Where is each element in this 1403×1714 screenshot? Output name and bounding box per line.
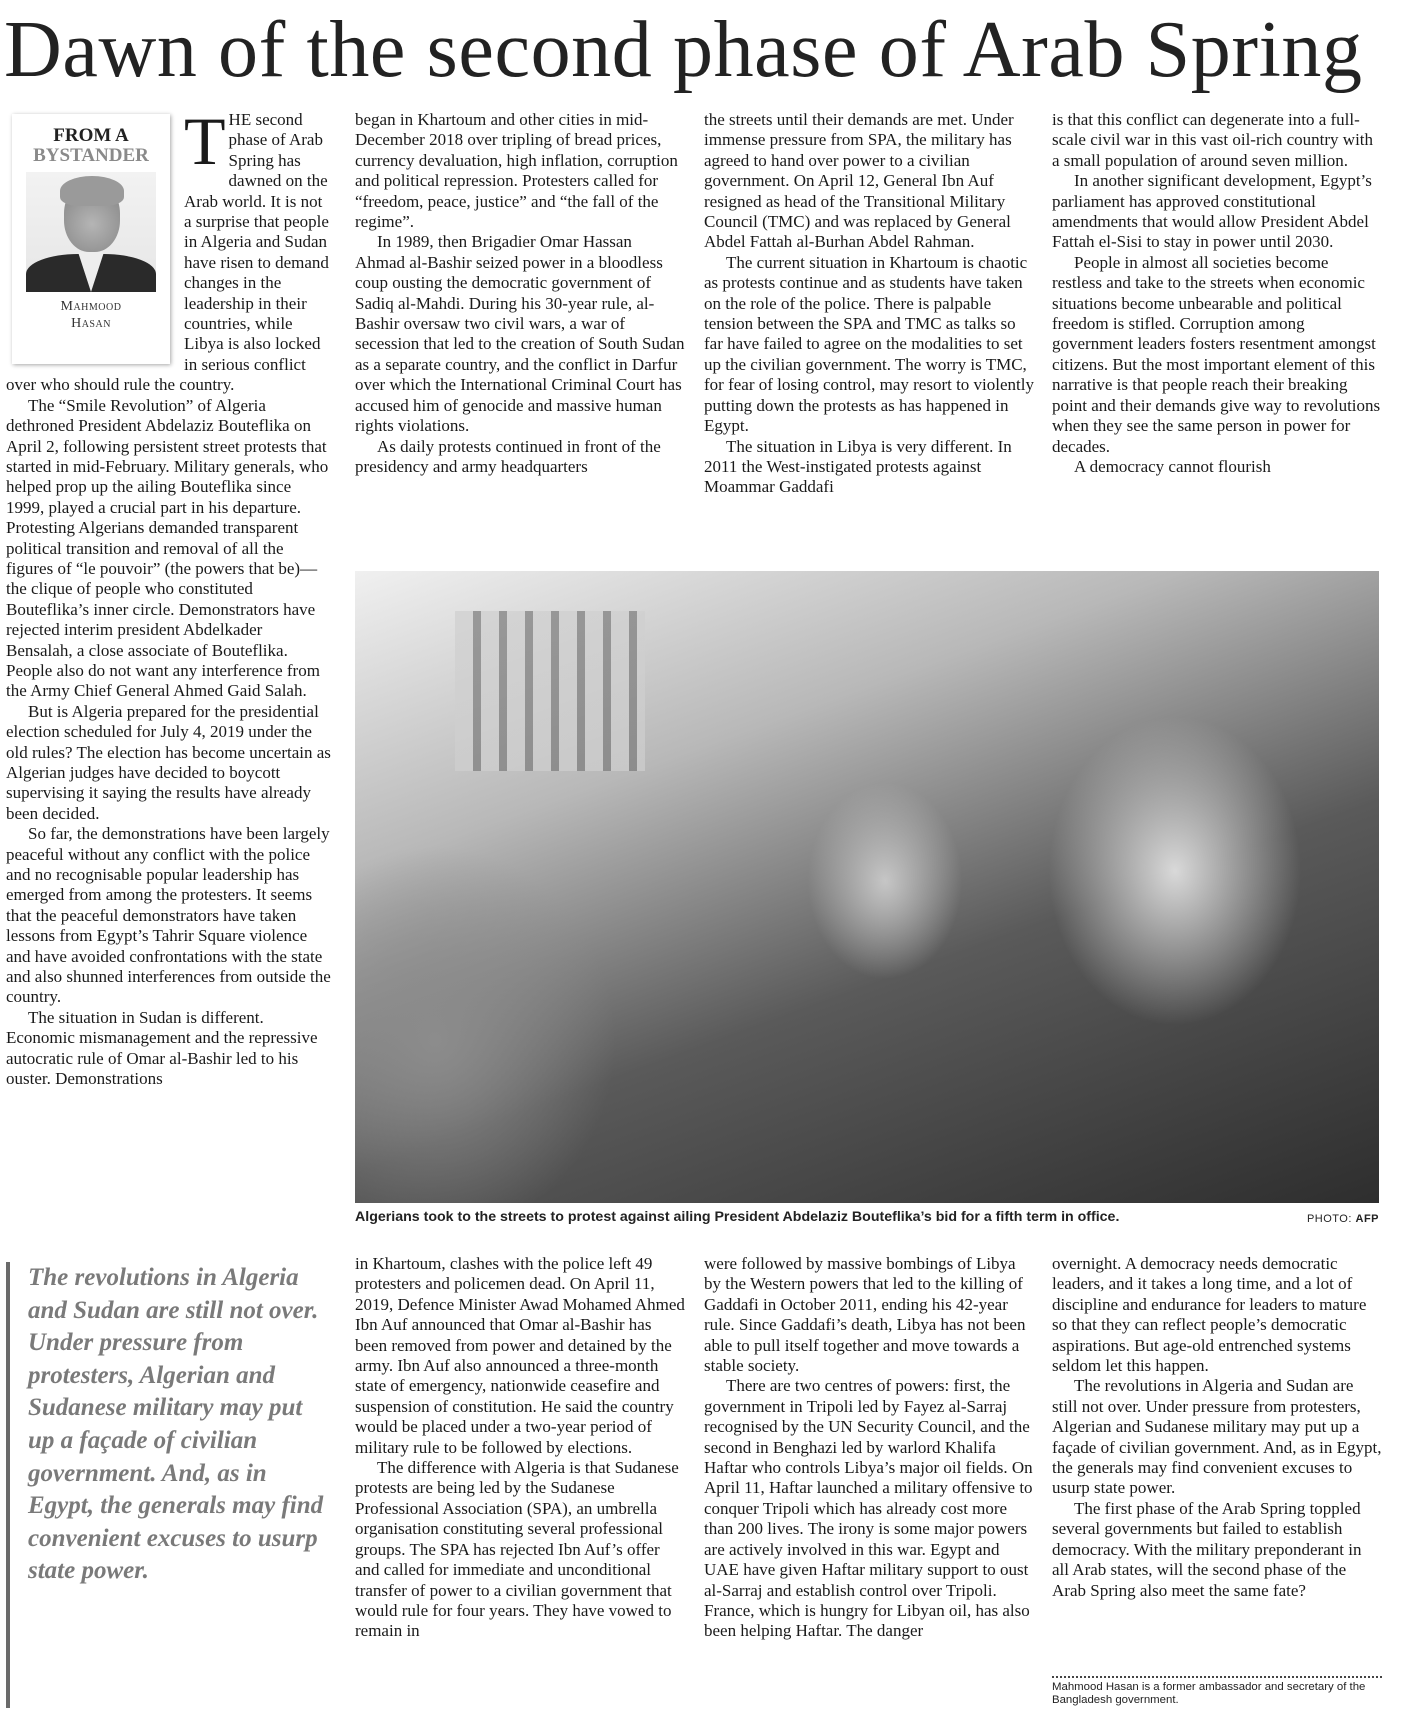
- paragraph: A democracy cannot flourish: [1074, 456, 1271, 476]
- paragraph: The situation in Sudan is different. Economic mismanagement and the repressive autocratic rule of Omar al-Bashir led to his ouster. Demonstrations: [6, 1007, 318, 1089]
- column-name-line2: BYSTANDER: [33, 145, 149, 166]
- photo-credit: [1307, 1210, 1379, 1229]
- paragraph: So far, the demonstrations have been largely peaceful without any conflict with the police and no recognisable popular leadership has emerged from among the protesters. It seems that the peaceful demonstrators have taken lessons from Egypt’s Tahrir Square violence and have avoided confrontations with the state and also shunned interferences from outside the country.: [6, 824, 331, 1007]
- paragraph: the streets until their demands are met. Under immense pressure from SPA, the military has agreed to hand over power to a civilian government. On April 12, General Ibn Auf resigned as head of the Transitional Military Council (TMC) and was replaced by General Abdel Fattah al-Burhan Abdel Rahman.: [704, 110, 1014, 252]
- paragraph: began in Khartoum and other cities in mid-December 2018 over tripling of bread prices, currency devaluation, high inflation, corruption and political repression. Protesters called for “freedom, peace, justice” and “the fall of the regime”.: [355, 110, 678, 232]
- drop-cap: T: [184, 103, 226, 179]
- author-last-name: Hasan: [71, 316, 111, 331]
- article-column-3-continued: [704, 1254, 1036, 1712]
- column-name-line1: FROM A: [53, 125, 129, 146]
- article-column-2-continued: [355, 1254, 685, 1712]
- pull-quote-text: The revolutions in Algeria and Sudan are still not over. Under pressure from protesters, Algerian and Sudanese military may put up a façade of civilian government. And, as in Egypt, the generals may find convenient excuses to usurp state power.: [28, 1264, 324, 1585]
- paragraph: People in almost all societies become restless and take to the streets when economic situations become unbearable and political freedom is stifled. Corruption among government leaders fosters resentment amongst citizens. But the most important element of this narrative is that people reach their breaking point and their demands give way to revolutions when they see the same person in power for decades.: [1052, 252, 1381, 456]
- paragraph: were followed by massive bombings of Libya by the Western powers that led to the killing of Gaddafi in October 2011, ending his 42-year rule. Since Gaddafi’s death, Libya has not been able to pull itself together and move towards a stable society.: [704, 1254, 1026, 1376]
- article-column-2: [355, 110, 685, 565]
- article-column-4: [1052, 110, 1382, 565]
- paragraph: is that this conflict can degenerate into a full-scale civil war in this vast oil-rich country with a small population of around seven million.: [1052, 110, 1374, 170]
- paragraph: The “Smile Revolution” of Algeria dethroned President Abdelaziz Bouteflika on April 2, following persistent street protests that started in mid-February. Military generals, who helped prop up the ailing Bouteflika since 1999, played a crucial part in his departure. Protesting Algerians demanded transparent political transition and removal of all the figures of “le pouvoir” (the powers that be)—the clique of people who constituted Bouteflika’s inner circle. Demonstrators have rejected interim president Abdelkader Bensalah, a close associate of Bouteflika. People also do not want any interference from the Army Chief General Ahmed Gaid Salah.: [6, 395, 329, 701]
- paragraph: In another significant development, Egypt’s parliament has approved constitutional amendments that would allow President Abdel Fattah el-Sisi to stay in power until 2030.: [1052, 171, 1372, 252]
- article-column-3: [704, 110, 1036, 565]
- author-first-name: Mahmood: [60, 299, 122, 314]
- author-note: Mahmood Hasan is a former ambassador and secretary of the Bangladesh government.: [1052, 1676, 1382, 1707]
- paragraph: The situation in Libya is very different. In 2011 the West-instigated protests against Moammar Gaddafi: [704, 436, 1012, 497]
- protest-photo: [355, 571, 1379, 1203]
- paragraph: But is Algeria prepared for the presidential election scheduled for July 4, 2019 under the old rules? The election has become uncertain as Algerian judges have decided to boycott supervising it saying the results have already been decided.: [6, 701, 331, 823]
- paragraph: The current situation in Khartoum is chaotic as protests continue and as students have taken on the role of the police. There is palpable tension between the SPA and TMC as talks so far have failed to agree on the modalities to set up the civilian government. The worry is TMC, for fear of losing control, may resort to violently putting down the protests as has happened in Egypt.: [704, 252, 1034, 436]
- paragraph: overnight. A democracy needs democratic leaders, and it takes a long time, and a lot of discipline and endurance for leaders to mature so that they can reflect people’s democratic aspirations. But age-old entrenched systems seldom let this happen.: [1052, 1254, 1367, 1376]
- headline: Dawn of the second phase of Arab Spring: [4, 6, 1363, 94]
- paragraph: There are two centres of powers: first, the government in Tripoli led by Fayez al-Sarraj recognised by the UN Security Council, and the second in Benghazi led by warlord Khalifa Haftar who controls Libya’s major oil fields. On April 11, Haftar launched a military offensive to conquer Tripoli which has already cost more than 200 lives. The irony is some major powers are actively involved in this war. Egypt and UAE have given Haftar military support to oust al-Sarraj and establish control over Tripoli. France, which is hungry for Libyan oil, has also been helping Haftar. The danger: [704, 1376, 1033, 1641]
- article-column-1: [6, 103, 332, 1204]
- byline-box: [12, 114, 170, 364]
- paragraph: The first phase of the Arab Spring toppled several governments but failed to establish democracy. With the military preponderant in all Arab states, will the second phase of the Arab Spring also meet the same fate?: [1052, 1498, 1362, 1600]
- photo-credit-source: AFP: [1355, 1213, 1379, 1225]
- pull-quote: [6, 1262, 332, 1708]
- article-column-4-continued: [1052, 1254, 1382, 1672]
- paragraph: HE second phase of Arab Spring has dawned on the Arab world. It is not a surprise that people in Algeria and Sudan have risen to demand changes in the leadership in their countries, while Libya is also locked in serious conflict over who should rule the country.: [6, 110, 329, 395]
- photo-caption: Algerians took to the streets to protest against ailing President Abdelaziz Bouteflika’s bid for a fifth term in office.: [355, 1209, 1120, 1225]
- author-portrait: [26, 172, 156, 292]
- paragraph: The revolutions in Algeria and Sudan are still not over. Under pressure from protesters, Algerian and Sudanese military may put up a façade of civilian government. And, as in Egypt, the generals may find convenient excuses to usurp state power.: [1052, 1376, 1382, 1498]
- paragraph: in Khartoum, clashes with the police left 49 protesters and policemen dead. On April 11, 2019, Defence Minister Awad Mohamed Ahmed Ibn Auf announced that Omar al-Bashir has been removed from power and detained by the army. Ibn Auf also announced a three-month state of emergency, nationwide ceasefire and suspension of constitution. He said the country would be placed under a two-year period of military rule to be followed by elections.: [355, 1254, 685, 1457]
- paragraph: The difference with Algeria is that Sudanese protests are being led by the Sudanese Professional Association (SPA), an umbrella organisation constituting several professional groups. The SPA has rejected Ibn Auf’s offer and called for immediate and unconditional transfer of power to a civilian government that would rule for four years. They have vowed to remain in: [355, 1458, 679, 1641]
- paragraph: In 1989, then Brigadier Omar Hassan Ahmad al-Bashir seized power in a bloodless coup ousting the democratic government of Sadiq al-Mahdi. During his 30-year rule, al-Bashir oversaw two civil wars, a war of secession that led to the creation of South Sudan as a separate country, and the conflict in Darfur over which the International Criminal Court has accused him of genocide and massive human rights violations.: [355, 232, 685, 436]
- photo-credit-label: PHOTO:: [1306, 1213, 1352, 1225]
- paragraph: As daily protests continued in front of the presidency and army headquarters: [355, 436, 661, 476]
